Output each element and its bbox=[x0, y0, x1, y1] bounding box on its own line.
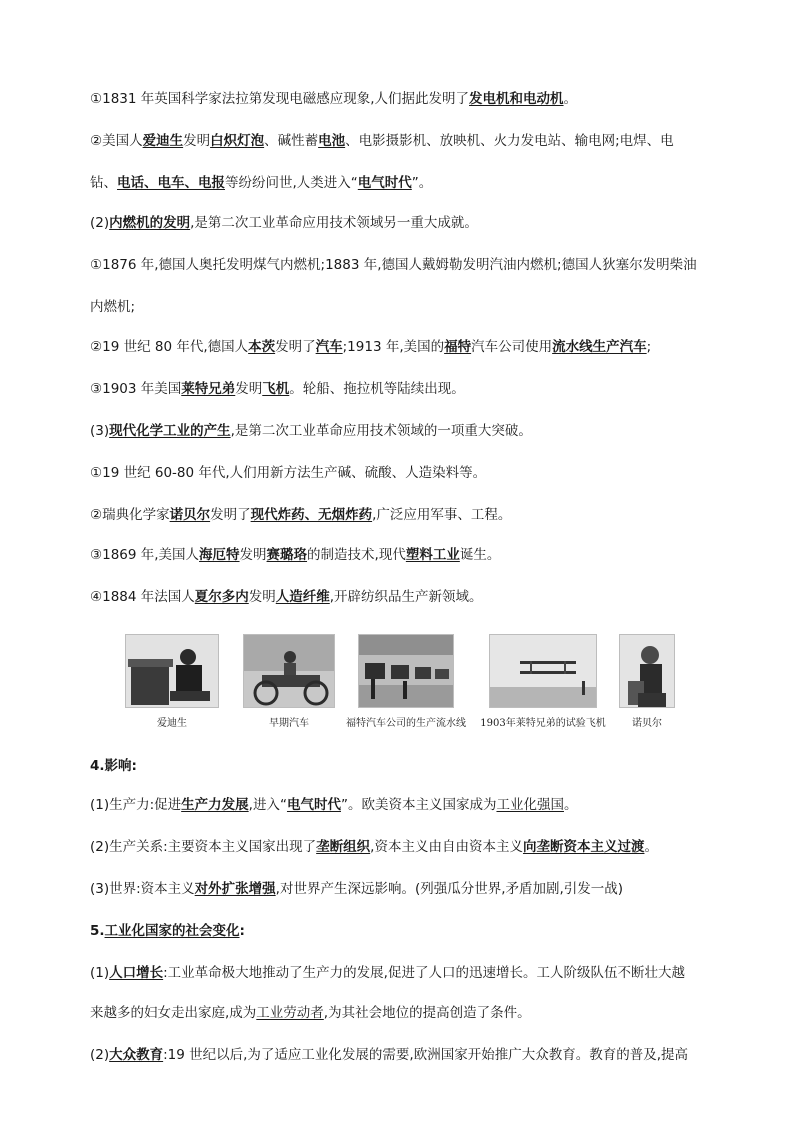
text: 、碱性蓄 bbox=[264, 133, 319, 149]
paragraph-relations bbox=[90, 838, 710, 856]
text: 的制造技术,现代 bbox=[307, 547, 406, 563]
photo-caption: 1903年莱特兄弟的试验飞机 bbox=[480, 718, 606, 729]
keyword: 现代化学工业的产生 bbox=[109, 423, 231, 439]
section-heading-social-change bbox=[90, 922, 710, 940]
paragraph-chemical-industry bbox=[90, 422, 710, 440]
paragraph-engines-2 bbox=[90, 298, 710, 316]
keyword: 人造纤维 bbox=[275, 589, 330, 605]
text: :工业革命极大地推动了生产力的发展,促进了人口的迅速增长。工人阶级队伍不断壮大越 bbox=[163, 965, 685, 981]
wright-flyer-photo bbox=[489, 634, 597, 708]
keyword: 工业化强国 bbox=[496, 797, 564, 813]
text: :19 世纪以后,为了适应工业化发展的需要,欧洲国家开始推广大众教育。教育的普及,提高 bbox=[163, 1047, 689, 1063]
text: (3)世界:资本主义 bbox=[90, 881, 195, 897]
photo-caption: 早期汽车 bbox=[269, 718, 309, 729]
keyword: 塑料工业 bbox=[405, 547, 460, 563]
keyword: 电气时代 bbox=[357, 175, 412, 191]
keyword: 发电机和电动机 bbox=[469, 91, 564, 107]
text: (2) bbox=[90, 215, 110, 231]
text: (2) bbox=[90, 1047, 110, 1063]
text: ①1831 年英国科学家法拉第发现电磁感应现象,人们据此发明了 bbox=[90, 91, 470, 107]
text: 来越多的妇女走出家庭,成为 bbox=[90, 1005, 257, 1021]
keyword: 人口增长 bbox=[109, 965, 164, 981]
ford-assembly-line-photo bbox=[358, 634, 454, 708]
text: ,是第二次工业革命应用技术领域的一项重大突破。 bbox=[230, 423, 532, 439]
text: 发明了 bbox=[210, 507, 251, 523]
text: ,进入“ bbox=[248, 797, 287, 813]
keyword: 电气时代 bbox=[286, 797, 341, 813]
keyword: 工业劳动者 bbox=[256, 1005, 324, 1021]
paragraph-combustion-engine bbox=[90, 214, 710, 232]
nobel-photo bbox=[619, 634, 675, 708]
photo-caption: 福特汽车公司的生产流水线 bbox=[346, 718, 466, 729]
keyword: 现代炸药、无烟炸药 bbox=[250, 507, 373, 523]
keyword: 爱迪生 bbox=[142, 133, 184, 149]
text: 发明 bbox=[248, 589, 276, 605]
text: 发明 bbox=[235, 381, 263, 397]
paragraph-population bbox=[90, 964, 710, 982]
paragraph-electric-age bbox=[90, 174, 710, 192]
text: ,资本主义由自由资本主义 bbox=[370, 839, 523, 855]
paragraph-edison bbox=[90, 132, 710, 150]
text: 5. bbox=[90, 923, 105, 939]
paragraph-artificial-fiber bbox=[90, 588, 710, 606]
text: 等纷纷问世,人类进入“ bbox=[225, 175, 358, 191]
keyword: 汽车 bbox=[315, 339, 343, 355]
text: ②19 世纪 80 年代,德国人 bbox=[90, 339, 249, 355]
text: : bbox=[239, 923, 245, 939]
keyword: 垄断组织 bbox=[316, 839, 371, 855]
paragraph-chemicals bbox=[90, 464, 710, 482]
paragraph-celluloid bbox=[90, 546, 710, 564]
keyword: 飞机 bbox=[262, 381, 290, 397]
text: ”。 bbox=[411, 175, 433, 191]
keyword: 生产力发展 bbox=[181, 797, 249, 813]
keyword: 内燃机的发明 bbox=[109, 215, 191, 231]
keyword: 夏尔多内 bbox=[194, 589, 249, 605]
keyword: 福特 bbox=[444, 339, 472, 355]
text: 发明 bbox=[239, 547, 267, 563]
text: ,对世界产生深远影响。(列强瓜分世界,矛盾加剧,引发一战) bbox=[275, 881, 624, 897]
keyword: 对外扩张增强 bbox=[194, 881, 276, 897]
text: ④1884 年法国人 bbox=[90, 589, 195, 605]
keyword: 向垄断资本主义过渡 bbox=[522, 839, 645, 855]
section-heading-impact: 4.影响: bbox=[90, 758, 137, 774]
paragraph-engines-1 bbox=[90, 256, 710, 274]
text: 发明 bbox=[183, 133, 211, 149]
text: ③1869 年,美国人 bbox=[90, 547, 200, 563]
text: ①1876 年,德国人奥托发明煤气内燃机;1883 年,德国人戴姆勒发明汽油内燃机;德国人狄塞尔发明柴油 bbox=[90, 257, 697, 273]
text: 发明了 bbox=[275, 339, 316, 355]
text: ;1913 年,美国的 bbox=[342, 339, 445, 355]
text: 、电影摄影机、放映机、火力发电站、输电网;电焊、电 bbox=[345, 133, 674, 149]
photo-caption: 爱迪生 bbox=[157, 718, 187, 729]
text: ; bbox=[646, 339, 652, 355]
text: (2)生产关系:主要资本主义国家出现了 bbox=[90, 839, 317, 855]
text: ③1903 年美国 bbox=[90, 381, 182, 397]
text: (1)生产力:促进 bbox=[90, 797, 182, 813]
keyword: 莱特兄弟 bbox=[181, 381, 236, 397]
keyword: 电池 bbox=[318, 133, 346, 149]
text: (3) bbox=[90, 423, 110, 439]
keyword: 赛璐珞 bbox=[266, 547, 308, 563]
text: ①19 世纪 60-80 年代,人们用新方法生产碱、硫酸、人造染料等。 bbox=[90, 465, 487, 481]
text: ”。欧美资本主义国家成为 bbox=[340, 797, 497, 813]
text: ,为其社会地位的提高创造了条件。 bbox=[323, 1005, 531, 1021]
paragraph-women-workers bbox=[90, 1004, 710, 1022]
text: ,广泛应用军事、工程。 bbox=[372, 507, 512, 523]
paragraph-education bbox=[90, 1046, 710, 1064]
keyword: 本茨 bbox=[248, 339, 276, 355]
text: ②美国人 bbox=[90, 133, 143, 149]
photo-caption: 诺贝尔 bbox=[632, 718, 662, 729]
early-car-photo bbox=[243, 634, 335, 708]
keyword: 大众教育 bbox=[109, 1047, 164, 1063]
text: 钻、 bbox=[90, 175, 117, 191]
paragraph-faraday bbox=[90, 90, 710, 108]
text: ,是第二次工业革命应用技术领域另一重大成就。 bbox=[190, 215, 478, 231]
text: 。 bbox=[563, 91, 578, 107]
paragraph-productivity bbox=[90, 796, 710, 814]
photo-strip bbox=[125, 634, 681, 734]
paragraph-nobel bbox=[90, 506, 710, 524]
edison-photo bbox=[125, 634, 219, 708]
text: 汽车公司使用 bbox=[471, 339, 553, 355]
text: 。 bbox=[644, 839, 658, 855]
text: 诞生。 bbox=[459, 547, 501, 563]
keyword: 工业化国家的社会变化 bbox=[104, 923, 240, 939]
text: ②瑞典化学家 bbox=[90, 507, 170, 523]
paragraph-automobile bbox=[90, 338, 710, 356]
keyword: 电话、电车、电报 bbox=[117, 175, 225, 191]
text: (1) bbox=[90, 965, 110, 981]
keyword: 诺贝尔 bbox=[169, 507, 211, 523]
text: 。轮船、拖拉机等陆续出现。 bbox=[289, 381, 465, 397]
text: 。 bbox=[563, 797, 578, 813]
keyword: 白炽灯泡 bbox=[210, 133, 265, 149]
text: 内燃机; bbox=[90, 299, 136, 315]
paragraph-world bbox=[90, 880, 710, 898]
keyword: 流水线生产汽车 bbox=[552, 339, 647, 355]
keyword: 海厄特 bbox=[199, 547, 240, 563]
paragraph-airplane bbox=[90, 380, 710, 398]
text: ,开辟纺织品生产新领域。 bbox=[329, 589, 483, 605]
